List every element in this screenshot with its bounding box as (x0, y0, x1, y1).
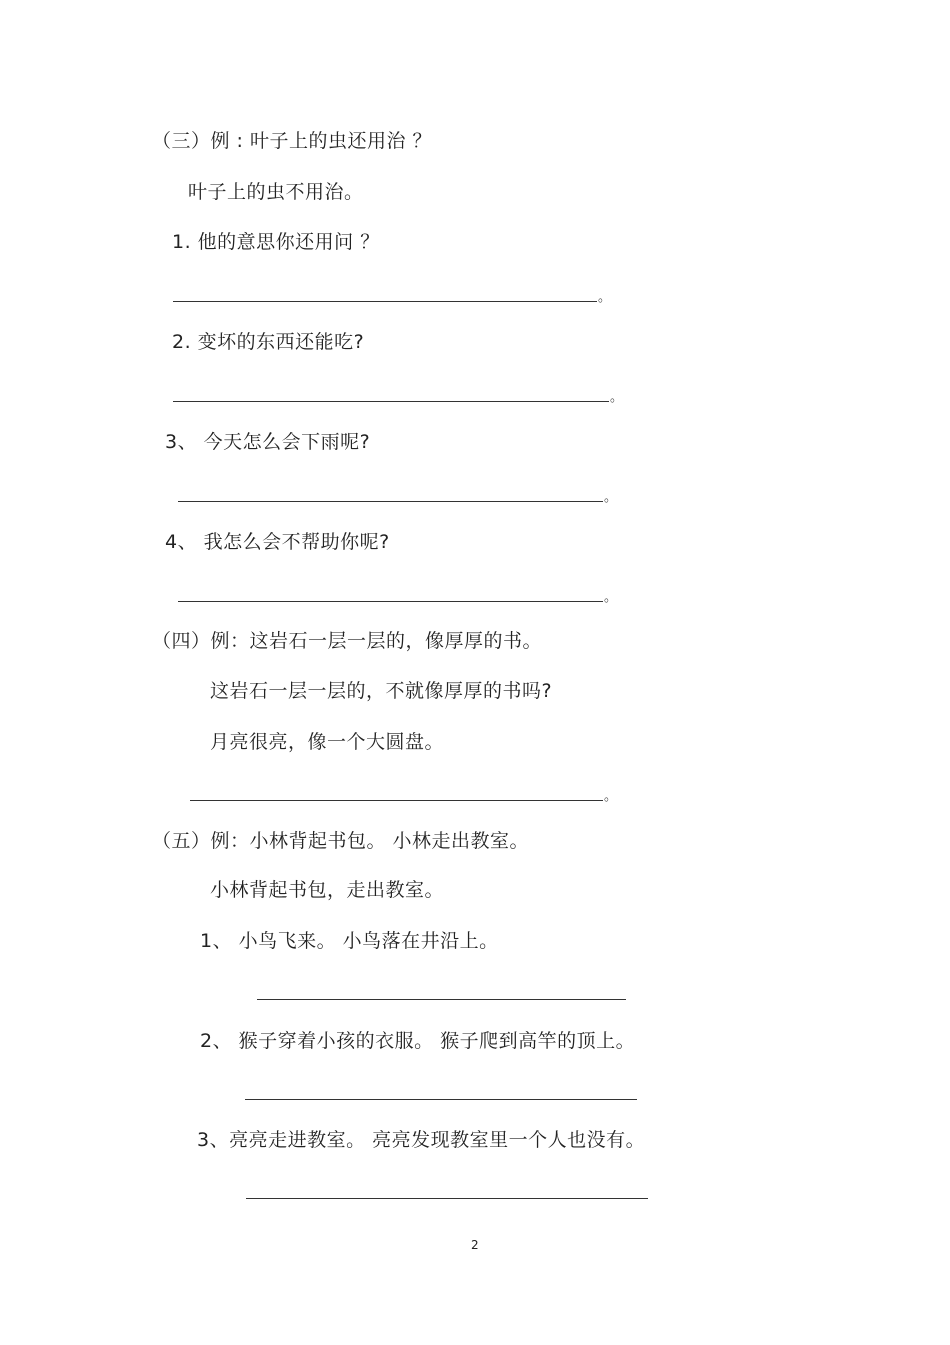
answer-line (173, 301, 597, 302)
answer-line (257, 999, 626, 1000)
section3-item-1: 1. 他的意思你还用问 ？ (172, 231, 380, 253)
section4-example-answer: 这岩石一层一层的，不就像厚厚的书吗? (210, 680, 553, 702)
section5-item-3: 3、亮亮走进教室。 亮亮发现教室里一个人也没有。 (197, 1129, 646, 1151)
answer-line-end: 。 (604, 789, 618, 804)
answer-line-end: 。 (598, 290, 612, 305)
page-number: 2 (471, 1238, 479, 1252)
answer-line-end: 。 (610, 390, 624, 405)
section5-header: （五）例：小林背起书包。 小林走出教室。 (152, 830, 530, 852)
section3-item-4: 4、 我怎么会不帮助你呢? (165, 531, 390, 553)
answer-line (178, 601, 603, 602)
section3-item-2: 2. 变坏的东西还能吃? (172, 331, 365, 353)
section5-item-1: 1、 小鸟飞来。 小鸟落在井沿上。 (200, 930, 499, 952)
section3-header: （三）例 : 叶子上的虫还用治 ？ (152, 130, 433, 152)
answer-line (190, 800, 603, 801)
section3-item-3: 3、 今天怎么会下雨呢? (165, 431, 371, 453)
answer-line (178, 501, 603, 502)
section4-question: 月亮很亮，像一个大圆盘。 (210, 731, 445, 753)
answer-line-end: 。 (604, 590, 618, 605)
section4-header: （四）例：这岩石一层一层的，像厚厚的书。 (152, 630, 543, 652)
answer-line-end: 。 (604, 490, 618, 505)
answer-line (173, 401, 609, 402)
section5-example-answer: 小林背起书包，走出教室。 (210, 879, 445, 901)
section3-example-answer: 叶子上的虫不用治。 (188, 181, 364, 203)
answer-line (245, 1099, 637, 1100)
section5-item-2: 2、 猴子穿着小孩的衣服。 猴子爬到高竿的顶上。 (200, 1030, 636, 1052)
answer-line (246, 1198, 648, 1199)
